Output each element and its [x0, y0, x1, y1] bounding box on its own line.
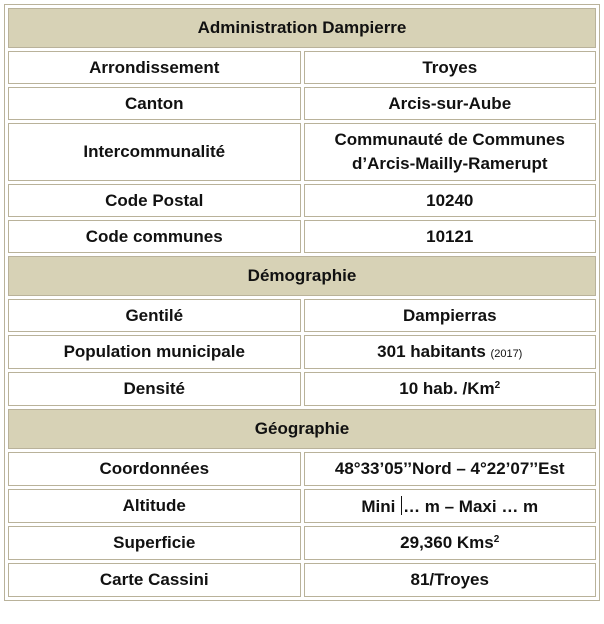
label-arrondissement: Arrondissement [8, 51, 301, 84]
row-population [8, 335, 596, 369]
label-gentile: Gentilé [8, 299, 301, 332]
value-population [304, 335, 597, 369]
row-densite [8, 372, 596, 406]
value-arrondissement: Troyes [304, 51, 597, 84]
value-altitude [304, 489, 597, 523]
label-densite: Densité [8, 372, 301, 406]
row-altitude [8, 489, 596, 523]
value-code-postal: 10240 [304, 184, 597, 217]
value-intercommunalite [304, 123, 597, 181]
row-intercommunalite [8, 123, 596, 181]
value-densite [304, 372, 597, 406]
row-superficie [8, 526, 596, 560]
row-arrondissement [8, 51, 596, 84]
superficie-text: 29,360 Kms [400, 533, 494, 552]
value-superficie [304, 526, 597, 560]
value-intercommunalite-line2: d’Arcis-Mailly-Ramerupt [351, 154, 548, 173]
densite-exponent: 2 [494, 380, 501, 391]
value-coordonnees: 48°33’05’’Nord – 4°22’07’’Est [304, 452, 597, 486]
commune-info-table [4, 4, 600, 601]
superficie-exponent: 2 [493, 534, 500, 545]
row-canton [8, 87, 596, 120]
densite-text: 10 hab. /Km [399, 379, 495, 398]
altitude-mini-text: Mini [361, 496, 396, 516]
row-gentile [8, 299, 596, 332]
section-title-administration: Administration Dampierre [8, 8, 596, 48]
value-intercommunalite-line1: Communauté de Communes [334, 130, 565, 149]
label-altitude: Altitude [8, 489, 301, 523]
label-canton: Canton [8, 87, 301, 120]
label-carte-cassini: Carte Cassini [8, 563, 301, 597]
value-code-communes: 10121 [304, 220, 597, 253]
row-coordonnees [8, 452, 596, 486]
section-title-demographie: Démographie [8, 256, 596, 296]
population-year: (2017) [490, 348, 523, 360]
row-carte-cassini [8, 563, 596, 597]
row-code-communes [8, 220, 596, 253]
altitude-rest-text: … m – Maxi … m [403, 496, 539, 516]
value-canton: Arcis-sur-Aube [304, 87, 597, 120]
label-code-communes: Code communes [8, 220, 301, 253]
label-intercommunalite: Intercommunalité [8, 123, 301, 181]
section-title-geographie: Géographie [8, 409, 596, 449]
label-population: Population municipale [8, 335, 301, 369]
value-gentile: Dampierras [304, 299, 597, 332]
value-carte-cassini: 81/Troyes [304, 563, 597, 597]
label-code-postal: Code Postal [8, 184, 301, 217]
population-count: 301 habitants [377, 342, 486, 361]
label-coordonnees: Coordonnées [8, 452, 301, 486]
row-code-postal [8, 184, 596, 217]
text-cursor [401, 496, 402, 515]
label-superficie: Superficie [8, 526, 301, 560]
